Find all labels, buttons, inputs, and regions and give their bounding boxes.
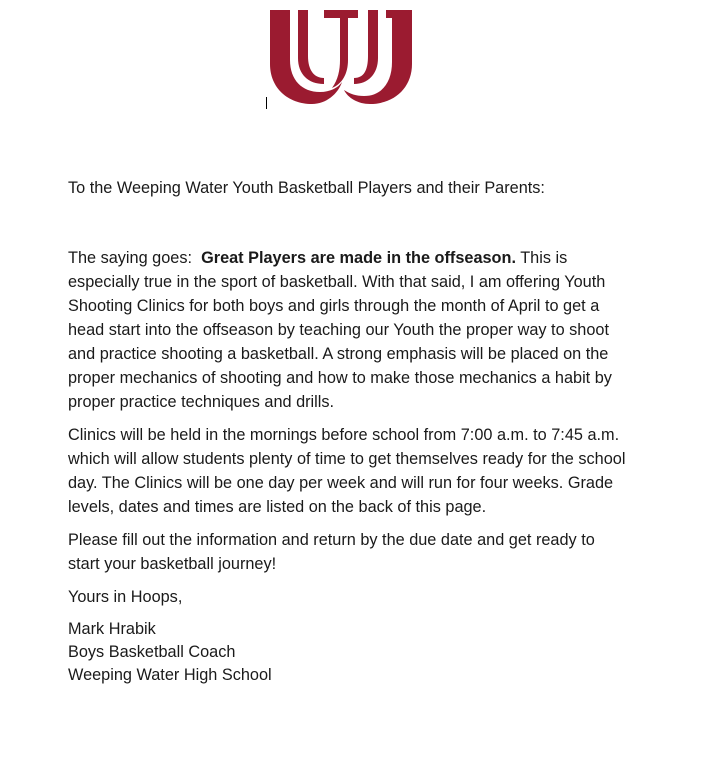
salutation: To the Weeping Water Youth Basketball Players and their Parents: [68,179,545,197]
text-cursor [266,97,267,109]
letter-body [68,176,628,687]
signature-block [68,618,628,687]
bold-quote: Great Players are made in the offseason. [201,249,516,267]
paragraph-offseason [68,246,628,414]
paragraph-intro: The saying goes: [68,249,192,267]
ww-logo-icon [268,8,414,106]
paragraph-body: This is especially true in the sport of basketball. With that said, I am offering Youth Shooting Clinics for both boys and girls through the month of April to get a head start into the offseason by teaching our Youth the proper way to shoot and practice shooting a basketball. A strong emphasis will be placed on the proper mechanics of shooting and how to make those mechanics a habit by proper practice techniques and drills. [68,249,612,411]
paragraph-clinics: Clinics will be held in the mornings before school from 7:00 a.m. to 7:45 a.m. which will allow students plenty of time to get themselves ready for the school day. The Clinics will be one day per week and will run for four weeks. Grade levels, dates and times are listed on the back of this page. [68,426,626,516]
signature-school: Weeping Water High School [68,666,272,684]
signature-name: Mark Hrabik [68,620,156,638]
closing: Yours in Hoops, [68,588,183,606]
paragraph-return: Please fill out the information and return by the due date and get ready to start your basketball journey! [68,531,595,573]
signature-title: Boys Basketball Coach [68,643,236,661]
